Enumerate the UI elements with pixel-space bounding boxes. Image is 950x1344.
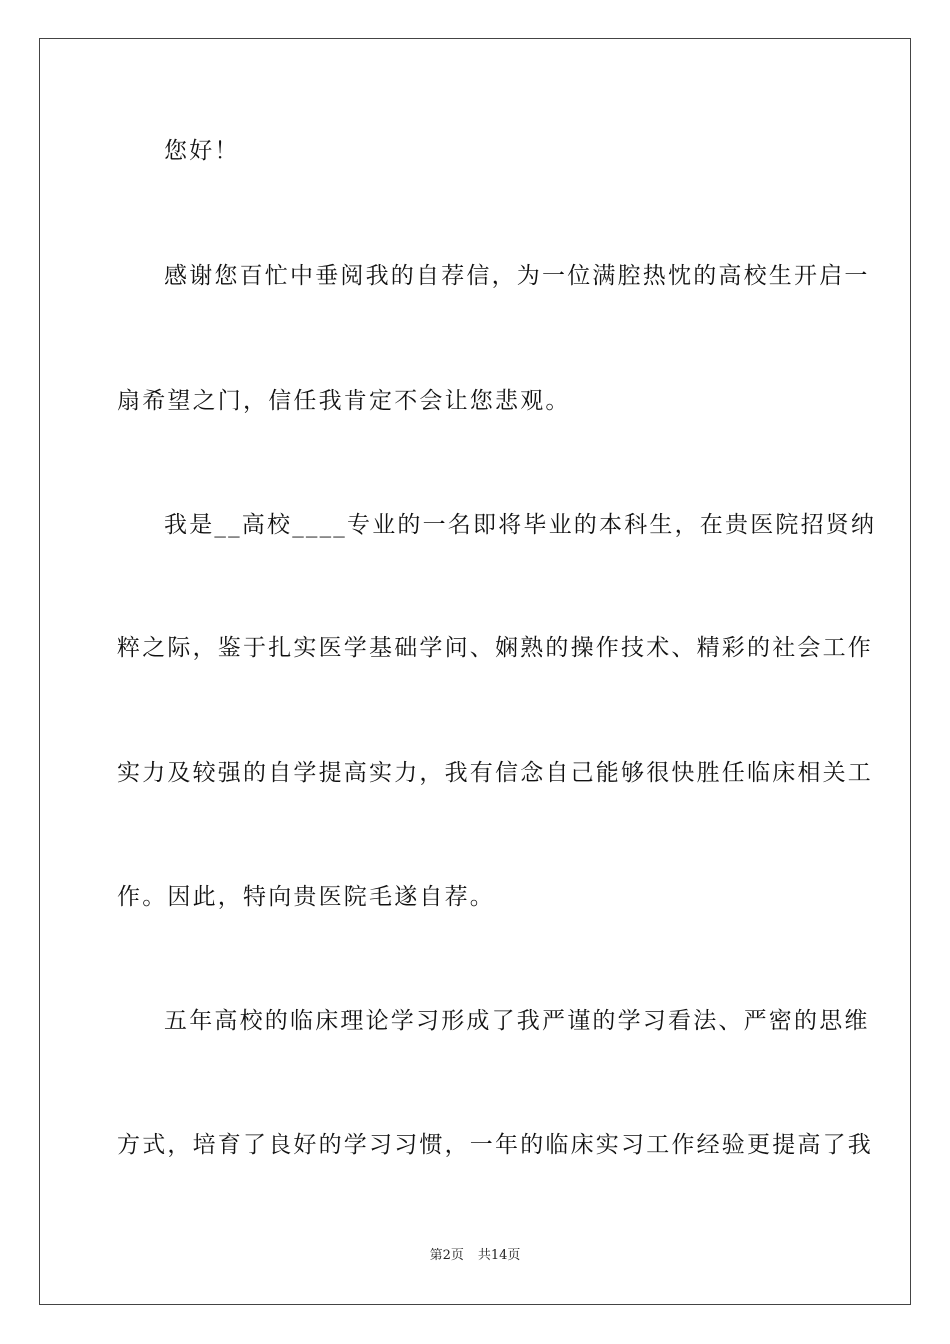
body-line: 作。因此，特向贵医院毛遂自荐。 bbox=[117, 884, 495, 910]
body-line: 扇希望之门，信任我肯定不会让您悲观。 bbox=[117, 388, 571, 414]
body-line: 实力及较强的自学提高实力，我有信念自己能够很快胜任临床相关工 bbox=[117, 760, 873, 786]
body-line: 粹之际，鉴于扎实医学基础学问、娴熟的操作技术、精彩的社会工作 bbox=[117, 635, 873, 661]
page-frame bbox=[39, 38, 911, 1305]
body-line: 感谢您百忙中垂阅我的自荐信，为一位满腔热忱的高校生开启一 bbox=[164, 263, 870, 289]
body-line: 方式，培育了良好的学习习惯，一年的临床实习工作经验更提高了我 bbox=[117, 1132, 873, 1158]
page-total: 共14页 bbox=[477, 1248, 521, 1263]
page-number: 第2页 bbox=[429, 1248, 464, 1263]
body-line: 五年高校的临床理论学习形成了我严谨的学习看法、严密的思维 bbox=[164, 1008, 870, 1034]
page-footer bbox=[0, 1248, 950, 1264]
body-line: 我是__高校____专业的一名即将毕业的本科生，在贵医院招贤纳 bbox=[164, 512, 877, 538]
greeting-line: 您好！ bbox=[164, 138, 240, 164]
